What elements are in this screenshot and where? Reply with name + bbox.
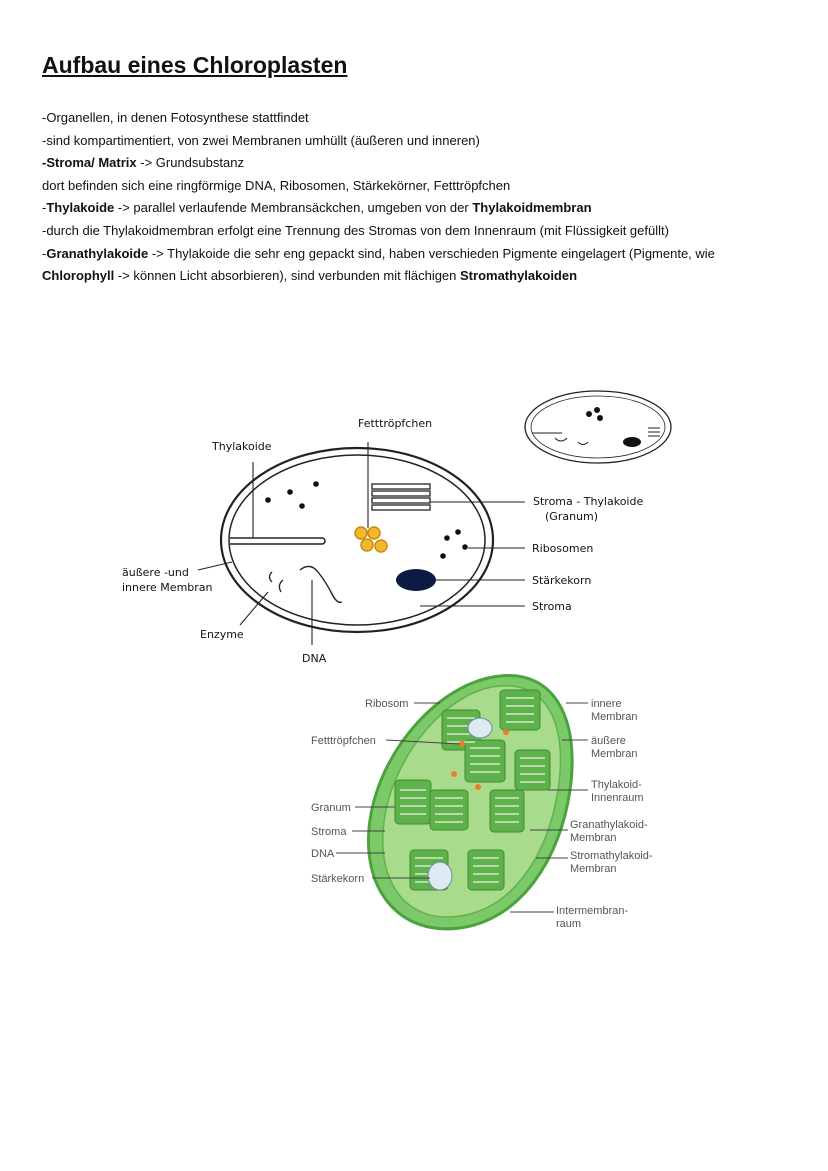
label-dna: DNA [302,652,327,665]
diag-inter-1: Intermembran- [556,905,629,917]
diag-thyl-2: Innenraum [591,792,644,804]
note-line: -Granathylakoide -> Thylakoide die sehr eng gepackt sind, haben verschieden Pigmente eingelagert (Pigmente, wie [42,245,715,261]
note-line: -Stroma/ Matrix -> Grundsubstanz [42,155,244,171]
diag-grana-2: Membran [570,832,617,844]
thumbnail-sketch [525,391,671,463]
diag-innere-2: Membran [591,711,638,723]
diag-starkekorn: Stärkekorn [311,873,365,885]
diag-stromat-2: Membran [570,863,617,875]
notes [42,107,802,288]
note-line: -Thylakoide -> parallel verlaufende Membransäckchen, umgeben von der Thylakoidmembran [42,200,592,216]
label-membran-1: äußere -und [122,566,189,579]
note-line: -durch die Thylakoidmembran erfolgt eine Trennung des Stromas von dem Innenraum (mit Flüssigkeit gefüllt) [42,222,669,238]
diag-stroma: Stroma [311,826,347,838]
note-line: -Organellen, in denen Fotosynthese stattfindet [42,110,309,125]
diag-grana-1: Granathylakoid- [570,819,648,831]
label-granum: (Granum) [545,510,599,523]
label-ribosomen: Ribosomen [532,542,594,555]
note-line: -sind kompartimentiert, von zwei Membranen umhüllt (äußeren und inneren) [42,132,480,148]
page-title: Aufbau eines Chloroplasten [42,52,348,78]
chloroplast-sketch [0,380,828,1060]
label-stroma: Stroma [532,600,572,613]
diag-fetttropfchen: Fetttröpfchen [311,735,376,747]
diag-ribosom: Ribosom [365,698,409,710]
diag-aussere-2: Membran [591,748,638,760]
diag-stromat-1: Stromathylakoid- [570,850,653,862]
label-starkekorn: Stärkekorn [532,574,592,587]
diag-innere-1: innere [591,698,622,710]
diag-granum: Granum [311,802,351,814]
diag-inter-2: raum [556,918,582,930]
diag-thyl-1: Thylakoid- [591,779,642,791]
note-line: dort befinden sich eine ringförmige DNA, Ribosomen, Stärkekörner, Fetttröpfchen [42,177,511,193]
label-thylakoide: Thylakoide [212,440,272,453]
label-membran-2: innere Membran [122,581,213,594]
label-enzyme: Enzyme [200,628,244,641]
label-stroma-thylakoide: Stroma - Thylakoide [533,495,644,508]
note-line: Chlorophyll -> können Licht absorbieren), sind verbunden mit flächigen Stromathylakoiden [42,268,578,284]
chloroplast-diagram [311,676,653,930]
diag-dna: DNA [311,848,335,860]
starch-grain [396,569,436,591]
label-fetttropfchen: Fetttröpfchen [358,417,433,430]
diag-aussere-1: äußere [591,735,626,747]
